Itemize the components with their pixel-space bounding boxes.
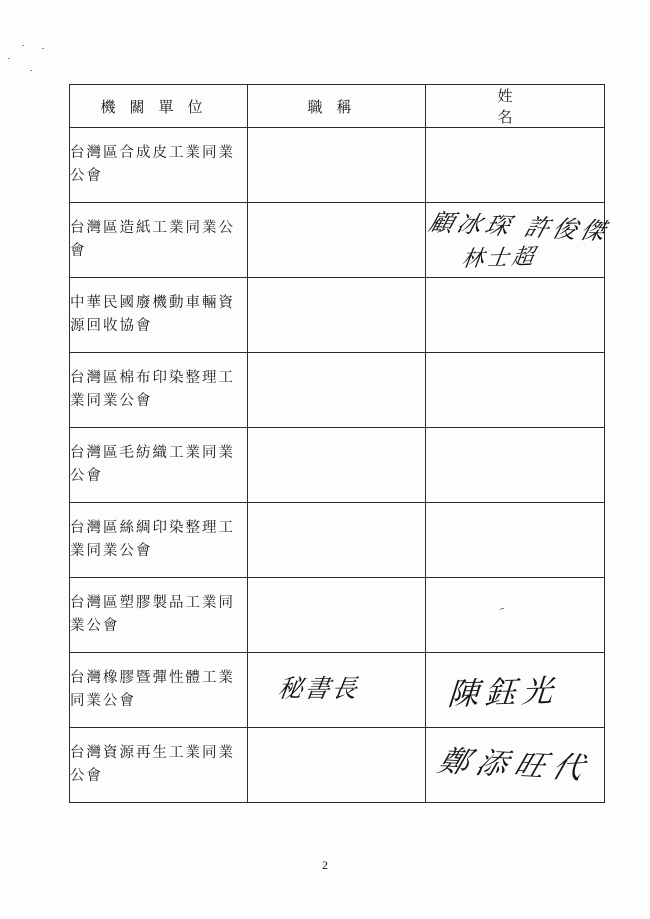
job-title-cell [248, 728, 426, 803]
handwritten-name-signature: 顧冰琛 許俊傑 [425, 208, 613, 246]
name-cell [426, 428, 605, 503]
handwritten-name-signature: 陳鈺光 [446, 673, 560, 714]
table-row [70, 653, 605, 728]
job-title-cell [248, 503, 426, 578]
page-number: 2 [322, 858, 328, 872]
job-title-cell [248, 578, 426, 653]
organization-cell: 台灣橡膠暨彈性體工業同業公會 [70, 653, 248, 728]
organization-cell: 台灣資源再生工業同業公會 [70, 728, 248, 803]
table-row [70, 578, 605, 653]
name-cell [426, 578, 605, 653]
job-title-cell [248, 278, 426, 353]
organization-cell: 台灣區棉布印染整理工業同業公會 [70, 353, 248, 428]
header-organization: 機關單位 [70, 85, 248, 128]
organization-cell: 台灣區造紙工業同業公會 [70, 203, 248, 278]
table-row [70, 353, 605, 428]
scan-speck [8, 58, 10, 59]
handwritten-name-signature: 鄭添旺代 [433, 744, 597, 787]
organization-cell: 台灣區合成皮工業同業公會 [70, 128, 248, 203]
handwritten-name-signature: 林士超 [459, 244, 539, 273]
table-row [70, 428, 605, 503]
name-cell [426, 503, 605, 578]
header-job-title: 職稱 [248, 85, 426, 128]
table-row [70, 728, 605, 803]
name-cell [426, 653, 605, 728]
organization-cell: 台灣區塑膠製品工業同業公會 [70, 578, 248, 653]
job-title-cell [248, 203, 426, 278]
organization-cell: 台灣區毛紡織工業同業公會 [70, 428, 248, 503]
organization-cell: 中華民國廢機動車輛資源回收協會 [70, 278, 248, 353]
table-row [70, 503, 605, 578]
table-row [70, 203, 605, 278]
stray-pen-mark [499, 607, 505, 612]
scan-speck [22, 45, 24, 46]
handwritten-title-signature: 秘書長 [275, 674, 361, 703]
signature-table [69, 84, 613, 803]
table-row [70, 278, 605, 353]
job-title-cell [248, 428, 426, 503]
scan-speck [42, 48, 44, 49]
scan-speck [30, 70, 32, 71]
organization-cell: 台灣區絲綢印染整理工業同業公會 [70, 503, 248, 578]
table-header-row [70, 85, 605, 128]
name-cell [426, 278, 605, 353]
job-title-cell [248, 353, 426, 428]
name-cell [426, 353, 605, 428]
job-title-cell [248, 128, 426, 203]
table-row [70, 128, 605, 203]
name-cell [426, 728, 605, 803]
name-cell [426, 128, 605, 203]
job-title-cell [248, 653, 426, 728]
header-name: 姓名 [426, 85, 605, 128]
name-cell [425, 203, 613, 278]
